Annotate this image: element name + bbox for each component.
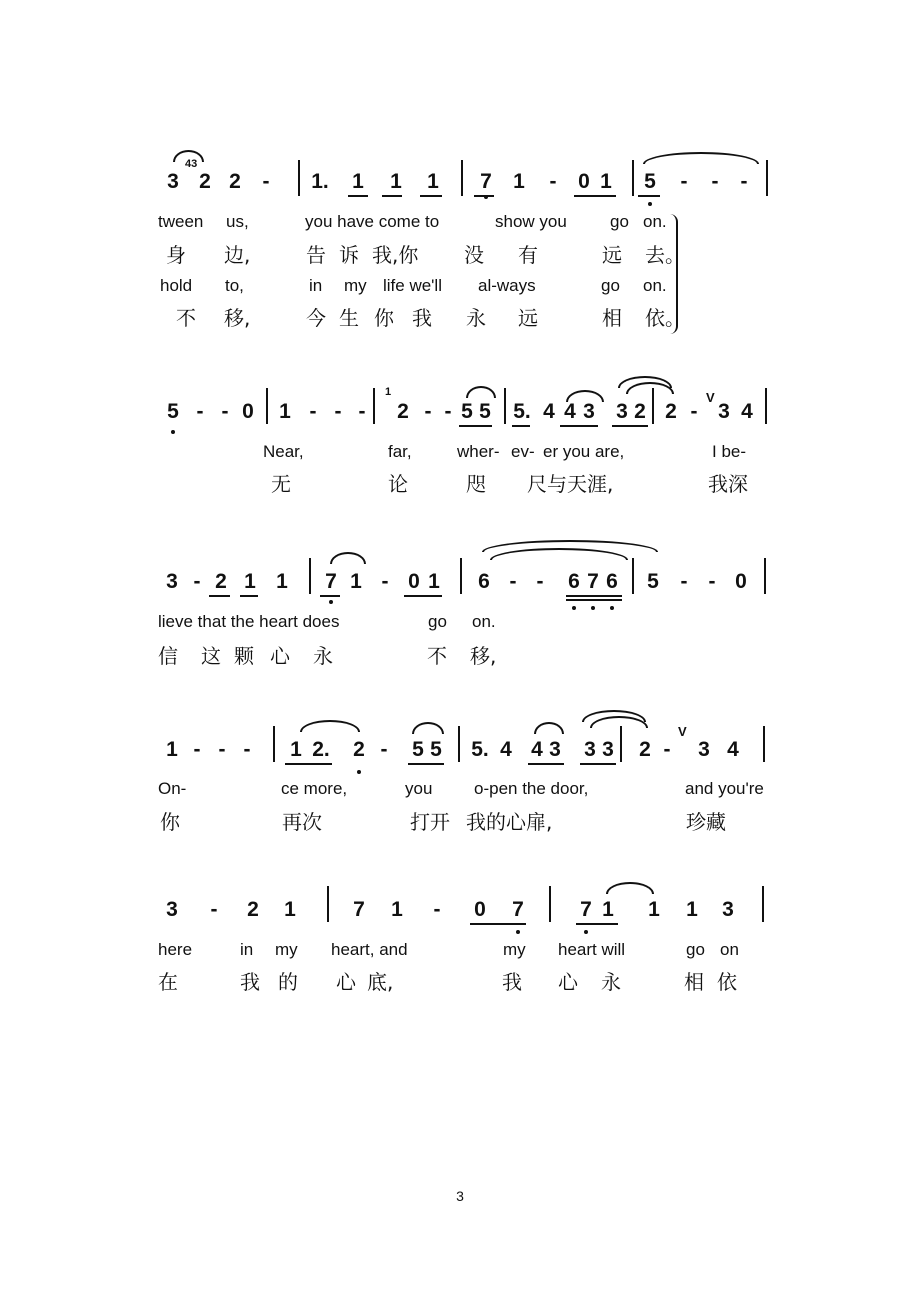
- note: -: [193, 570, 201, 593]
- beam-line: [320, 595, 340, 597]
- barline: [327, 886, 329, 922]
- barline: [460, 558, 462, 594]
- note: -: [210, 898, 218, 921]
- lyric-english: ce more,: [281, 779, 348, 798]
- note: 7: [580, 898, 592, 921]
- lyric-chinese: 相: [684, 970, 704, 994]
- note: 0: [474, 898, 486, 921]
- beam-line: [638, 195, 660, 197]
- octave-dot: [572, 606, 576, 610]
- note: 3: [616, 400, 628, 423]
- note: 1: [428, 570, 440, 593]
- slur: [606, 882, 654, 894]
- lyric-chinese: 无: [271, 472, 291, 496]
- note: 0: [242, 400, 254, 423]
- barline: [549, 886, 551, 922]
- note: 4: [564, 400, 576, 423]
- lyric-english: ev-: [511, 442, 535, 461]
- note: -: [444, 400, 452, 423]
- note: -: [663, 738, 671, 761]
- note: 3: [166, 898, 178, 921]
- octave-dot: [357, 770, 361, 774]
- lyric-english: al-ways: [478, 276, 536, 295]
- note: 2: [397, 400, 409, 423]
- note: 1: [166, 738, 178, 761]
- lyric-chinese: 你: [374, 306, 394, 330]
- note: 5: [479, 400, 491, 423]
- lyric-english: you: [405, 779, 433, 798]
- lyric-chinese: 移,: [224, 306, 251, 330]
- lyric-chinese: 尺与天涯,: [527, 472, 614, 496]
- lyric-chinese: 底,: [367, 970, 394, 994]
- beam-line: [566, 595, 622, 597]
- note: 7: [325, 570, 337, 593]
- lyric-chinese: 边,: [224, 243, 251, 267]
- note: 1: [513, 170, 525, 193]
- note: 2: [665, 400, 677, 423]
- lyric-chinese: 去。: [645, 243, 685, 267]
- lyric-english: on: [720, 940, 739, 959]
- note: 5: [644, 170, 656, 193]
- lyric-chinese: 告: [306, 243, 326, 267]
- lyric-chinese: 我: [412, 306, 432, 330]
- lyric-english: on.: [472, 612, 496, 631]
- note: -: [740, 170, 748, 193]
- beam-line: [612, 425, 648, 427]
- note: 1: [350, 570, 362, 593]
- note: 3: [584, 738, 596, 761]
- lyric-chinese: 珍藏: [686, 810, 726, 834]
- beam-line: [580, 763, 616, 765]
- octave-dot: [329, 600, 333, 604]
- note: 6: [478, 570, 490, 593]
- lyric-chinese: 心: [336, 970, 356, 994]
- lyric-english: show you: [495, 212, 567, 231]
- beam-line: [240, 595, 258, 597]
- note: 2: [215, 570, 227, 593]
- note: -: [334, 400, 342, 423]
- lyric-english: heart, and: [331, 940, 408, 959]
- lyric-chinese: 身: [166, 243, 186, 267]
- lyric-chinese: 永: [466, 306, 486, 330]
- page-number: 3: [456, 1188, 464, 1204]
- lyric-english: here: [158, 940, 193, 959]
- grace-note: 1: [385, 386, 392, 398]
- note: 2: [247, 898, 259, 921]
- octave-dot: [516, 930, 520, 934]
- lyric-chinese: 永: [601, 970, 621, 994]
- note: -: [309, 400, 317, 423]
- lyric-english: Near,: [263, 442, 304, 461]
- lyric-english: to,: [225, 276, 244, 295]
- note: 4: [500, 738, 512, 761]
- lyric-english: you have come to: [305, 212, 440, 231]
- barline: [632, 558, 634, 594]
- lyric-english: us,: [226, 212, 249, 231]
- lyric-english: er you are,: [543, 442, 625, 461]
- beam-line: [459, 425, 492, 427]
- note: 2.: [312, 738, 330, 761]
- lyric-english: hold: [160, 276, 193, 295]
- barline: [273, 726, 275, 762]
- note: 4: [531, 738, 543, 761]
- beam-line: [470, 923, 526, 925]
- note: 3: [583, 400, 595, 423]
- beam-line: [382, 195, 402, 197]
- beam-line: [574, 195, 616, 197]
- lyric-chinese: 打开: [410, 810, 450, 834]
- note: -: [218, 738, 226, 761]
- lyric-english: my: [503, 940, 526, 959]
- note: 3: [602, 738, 614, 761]
- lyric-chinese: 今: [306, 306, 326, 330]
- lyric-chinese: 依。: [645, 306, 685, 330]
- note: 1: [390, 170, 402, 193]
- note: 1: [290, 738, 302, 761]
- lyric-chinese: 不: [176, 306, 196, 330]
- note: 1: [600, 170, 612, 193]
- octave-dot: [591, 606, 595, 610]
- lyric-english: in: [240, 940, 254, 959]
- slur: [466, 386, 496, 398]
- note: -: [196, 400, 204, 423]
- note: 2: [639, 738, 651, 761]
- lyric-chinese: 有: [518, 243, 538, 267]
- slur: [534, 722, 564, 734]
- barline: [266, 388, 268, 424]
- verse-brace: [670, 214, 678, 334]
- lyric-english: go: [686, 940, 705, 959]
- note: 7: [512, 898, 524, 921]
- beam-line: [528, 763, 564, 765]
- note: 7: [587, 570, 599, 593]
- note: 1: [391, 898, 403, 921]
- barline: [309, 558, 311, 594]
- lyric-chinese: 我深: [708, 472, 748, 496]
- lyric-english: and you're: [685, 779, 764, 798]
- lyric-english: go: [601, 276, 620, 295]
- note: 3: [722, 898, 734, 921]
- barline: [764, 558, 766, 594]
- note: 4: [727, 738, 739, 761]
- note: 1: [648, 898, 660, 921]
- note: -: [243, 738, 251, 761]
- lyric-english: wher-: [457, 442, 500, 461]
- lyric-english: go: [428, 612, 447, 631]
- octave-dot: [584, 930, 588, 934]
- note: 1: [279, 400, 291, 423]
- note: 0: [735, 570, 747, 593]
- note: 1: [602, 898, 614, 921]
- beam-line: [566, 599, 622, 601]
- lyric-english: my: [275, 940, 298, 959]
- lyric-chinese: 心: [558, 970, 578, 994]
- note: 2: [199, 170, 211, 193]
- lyric-chinese: 移,: [470, 644, 497, 668]
- note: 1: [276, 570, 288, 593]
- lyric-english: On-: [158, 779, 187, 798]
- barline: [765, 388, 767, 424]
- lyric-chinese: 我: [240, 970, 260, 994]
- lyric-chinese: 咫: [466, 472, 486, 496]
- barline: [620, 726, 622, 762]
- lyric-chinese: 再次: [282, 810, 322, 834]
- octave-dot: [171, 430, 175, 434]
- note: -: [433, 898, 441, 921]
- lyric-chinese: 不: [427, 644, 447, 668]
- lyric-chinese: 在: [158, 970, 178, 994]
- note: 1: [427, 170, 439, 193]
- note: -: [711, 170, 719, 193]
- beam-line: [512, 425, 530, 427]
- beam-line: [560, 425, 598, 427]
- slur: [300, 720, 360, 732]
- note: -: [221, 400, 229, 423]
- lyric-chinese: 依: [717, 970, 737, 994]
- lyric-chinese: 相: [602, 306, 622, 330]
- beam-line: [348, 195, 368, 197]
- note: 1: [244, 570, 256, 593]
- lyric-english: heart will: [558, 940, 626, 959]
- barline: [762, 886, 764, 922]
- note: 0: [578, 170, 590, 193]
- octave-dot: [610, 606, 614, 610]
- note: -: [680, 170, 688, 193]
- lyric-chinese: 生: [339, 306, 359, 330]
- lyric-chinese: 我的心扉,: [466, 810, 553, 834]
- lyric-english: my: [344, 276, 367, 295]
- beam-line: [285, 763, 332, 765]
- note: 0: [408, 570, 420, 593]
- note: 5: [430, 738, 442, 761]
- beam-line: [576, 923, 618, 925]
- lyric-english: lieve that the heart does: [158, 612, 340, 631]
- note: -: [708, 570, 716, 593]
- beam-line: [209, 595, 230, 597]
- note: 6: [568, 570, 580, 593]
- lyric-chinese: 这: [201, 644, 221, 668]
- note: -: [536, 570, 544, 593]
- lyric-english: life we'll: [383, 276, 442, 295]
- note: 3: [549, 738, 561, 761]
- note: 4: [543, 400, 555, 423]
- lyric-chinese: 永: [313, 644, 333, 668]
- note: 5: [167, 400, 179, 423]
- lyric-chinese: 你: [160, 810, 180, 834]
- lyric-chinese: 我,你: [372, 243, 419, 267]
- note: 1: [686, 898, 698, 921]
- note: -: [680, 570, 688, 593]
- slur: [412, 722, 444, 734]
- note: 3: [698, 738, 710, 761]
- barline: [458, 726, 460, 762]
- note: -: [509, 570, 517, 593]
- note: -: [380, 738, 388, 761]
- octave-dot: [484, 195, 488, 199]
- lyric-chinese: 心: [270, 644, 290, 668]
- lyric-english: on.: [643, 212, 667, 231]
- lyric-chinese: 颗: [234, 644, 254, 668]
- note: 5.: [471, 738, 489, 761]
- octave-dot: [648, 202, 652, 206]
- note: 2: [353, 738, 365, 761]
- note: 5: [412, 738, 424, 761]
- note: 1: [352, 170, 364, 193]
- note: 1.: [311, 170, 329, 193]
- grace-notes: 43: [185, 158, 198, 170]
- lyric-english: o-pen the door,: [474, 779, 589, 798]
- note: -: [549, 170, 557, 193]
- barline: [766, 160, 768, 196]
- note: 5: [461, 400, 473, 423]
- note: 3: [167, 170, 179, 193]
- lyric-chinese: 信: [158, 644, 178, 668]
- lyric-english: on.: [643, 276, 667, 295]
- barline: [763, 726, 765, 762]
- lyric-english: in: [309, 276, 323, 295]
- beam-line: [420, 195, 442, 197]
- note: -: [381, 570, 389, 593]
- beam-line: [408, 763, 444, 765]
- barline: [461, 160, 463, 196]
- note: 7: [353, 898, 365, 921]
- note: 5: [647, 570, 659, 593]
- lyric-chinese: 诉: [339, 243, 359, 267]
- barline: [373, 388, 375, 424]
- breath-mark: V: [706, 390, 715, 405]
- note: 7: [480, 170, 492, 193]
- lyric-chinese: 的: [278, 970, 298, 994]
- lyric-chinese: 没: [464, 243, 484, 267]
- lyric-english: tween: [158, 212, 204, 231]
- note: 1: [284, 898, 296, 921]
- note: -: [193, 738, 201, 761]
- lyric-chinese: 论: [388, 472, 408, 496]
- note: 2: [634, 400, 646, 423]
- note: 3: [718, 400, 730, 423]
- note: -: [358, 400, 366, 423]
- barline: [298, 160, 300, 196]
- slur: [566, 390, 604, 402]
- note: 5.: [513, 400, 531, 423]
- note: 4: [741, 400, 753, 423]
- breath-mark: V: [678, 724, 687, 739]
- lyric-chinese: 远: [518, 306, 538, 330]
- lyric-english: far,: [388, 442, 412, 461]
- note: 2: [229, 170, 241, 193]
- slur: [330, 552, 366, 564]
- slur: [643, 152, 759, 164]
- lyric-english: I be-: [712, 442, 747, 461]
- beam-line: [404, 595, 442, 597]
- lyric-english: go: [610, 212, 629, 231]
- barline: [504, 388, 506, 424]
- barline: [632, 160, 634, 196]
- note: -: [690, 400, 698, 423]
- note: -: [262, 170, 270, 193]
- note: -: [424, 400, 432, 423]
- note: 6: [606, 570, 618, 593]
- lyric-chinese: 我: [502, 970, 522, 994]
- note: 3: [166, 570, 178, 593]
- lyric-chinese: 远: [602, 243, 622, 267]
